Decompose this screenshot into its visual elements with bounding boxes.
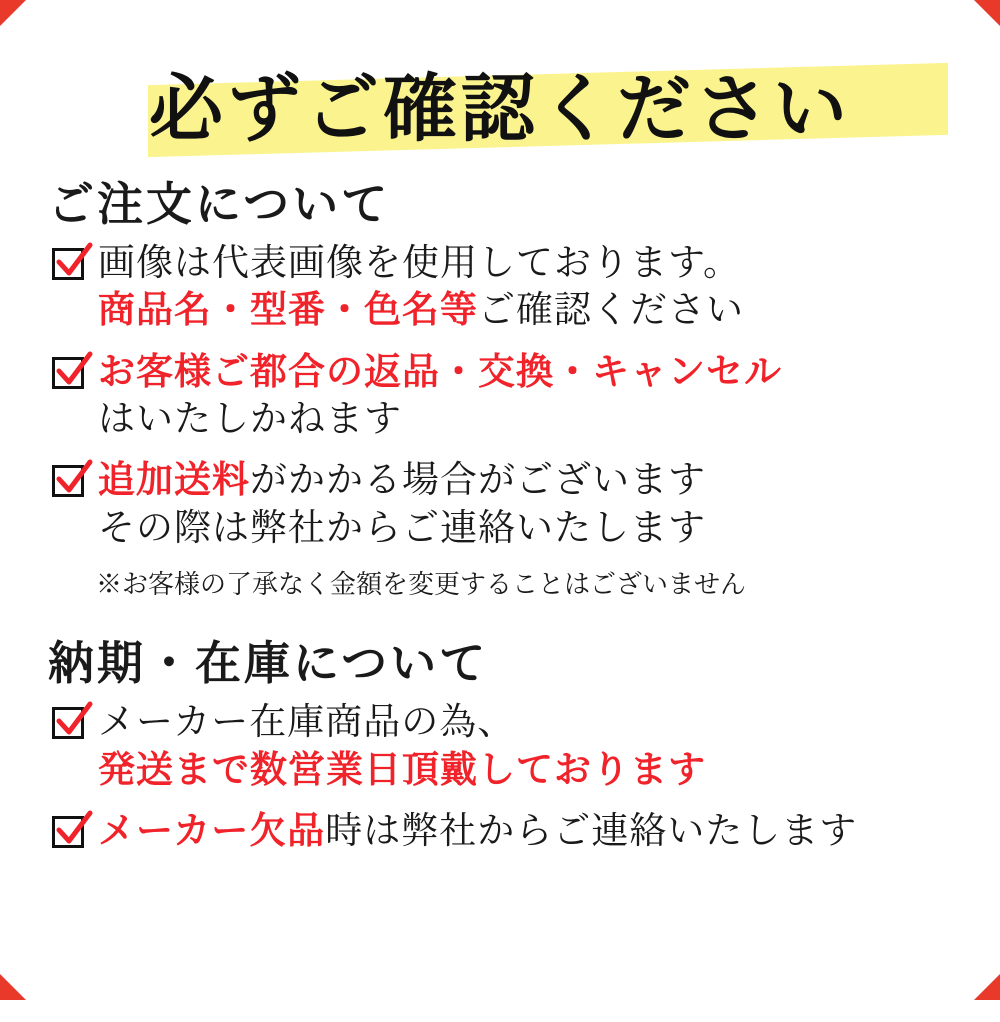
notice-page: [0, 22, 1000, 1022]
checkbox-checked-icon: [50, 705, 90, 745]
emphasis-text: 追加送料: [98, 460, 250, 501]
check-mark-icon: [53, 351, 93, 391]
list-item: [50, 457, 960, 552]
corner-decoration-bottom-left: [0, 974, 26, 1000]
checkbox-checked-icon: [50, 246, 90, 286]
list-item: [50, 349, 960, 444]
list-item-line: [98, 287, 960, 334]
list-item-line: はいたしかねます: [98, 396, 960, 443]
list-item-line: お客様ご都合の返品・交換・キャンセル: [98, 349, 960, 396]
list-item-line: その際は弊社からご連絡いたします: [98, 505, 960, 552]
corner-decoration-top-right: [974, 0, 1000, 26]
check-mark-icon: [53, 242, 93, 282]
checkbox-checked-icon: [50, 814, 90, 854]
plain-text: がかかる場合がございます: [250, 460, 706, 501]
list-item-line: [98, 457, 960, 504]
list-item-line: 画像は代表画像を使用しております。: [98, 240, 960, 287]
list-item-line: 発送まで数営業日頂戴しております: [98, 747, 960, 794]
emphasis-text: メーカー欠品: [98, 811, 325, 852]
list-item: [50, 808, 960, 855]
section-heading-orders: ご注文について: [48, 168, 960, 234]
checkbox-checked-icon: [50, 355, 90, 395]
check-mark-icon: [53, 459, 93, 499]
headline-banner: [40, 22, 960, 162]
check-mark-icon: [53, 810, 93, 850]
page-title: 必ずご確認ください: [0, 50, 1000, 156]
section-heading-delivery: 納期・在庫について: [48, 627, 960, 693]
checkbox-checked-icon: [50, 463, 90, 503]
list-item: [50, 240, 960, 335]
emphasis-text: 商品名・型番・色名等: [98, 290, 478, 331]
corner-decoration-bottom-right: [974, 974, 1000, 1000]
list-item-line: [98, 808, 960, 855]
footnote-text: ※お客様の了承なく金額を変更することはございません: [96, 564, 960, 601]
check-mark-icon: [53, 701, 93, 741]
list-item-line: メーカー在庫商品の為、: [98, 699, 960, 746]
plain-text: ご確認ください: [478, 290, 744, 331]
plain-text: 時は弊社からご連絡いたします: [325, 811, 857, 852]
list-item: [50, 699, 960, 794]
corner-decoration-top-left: [0, 0, 26, 26]
